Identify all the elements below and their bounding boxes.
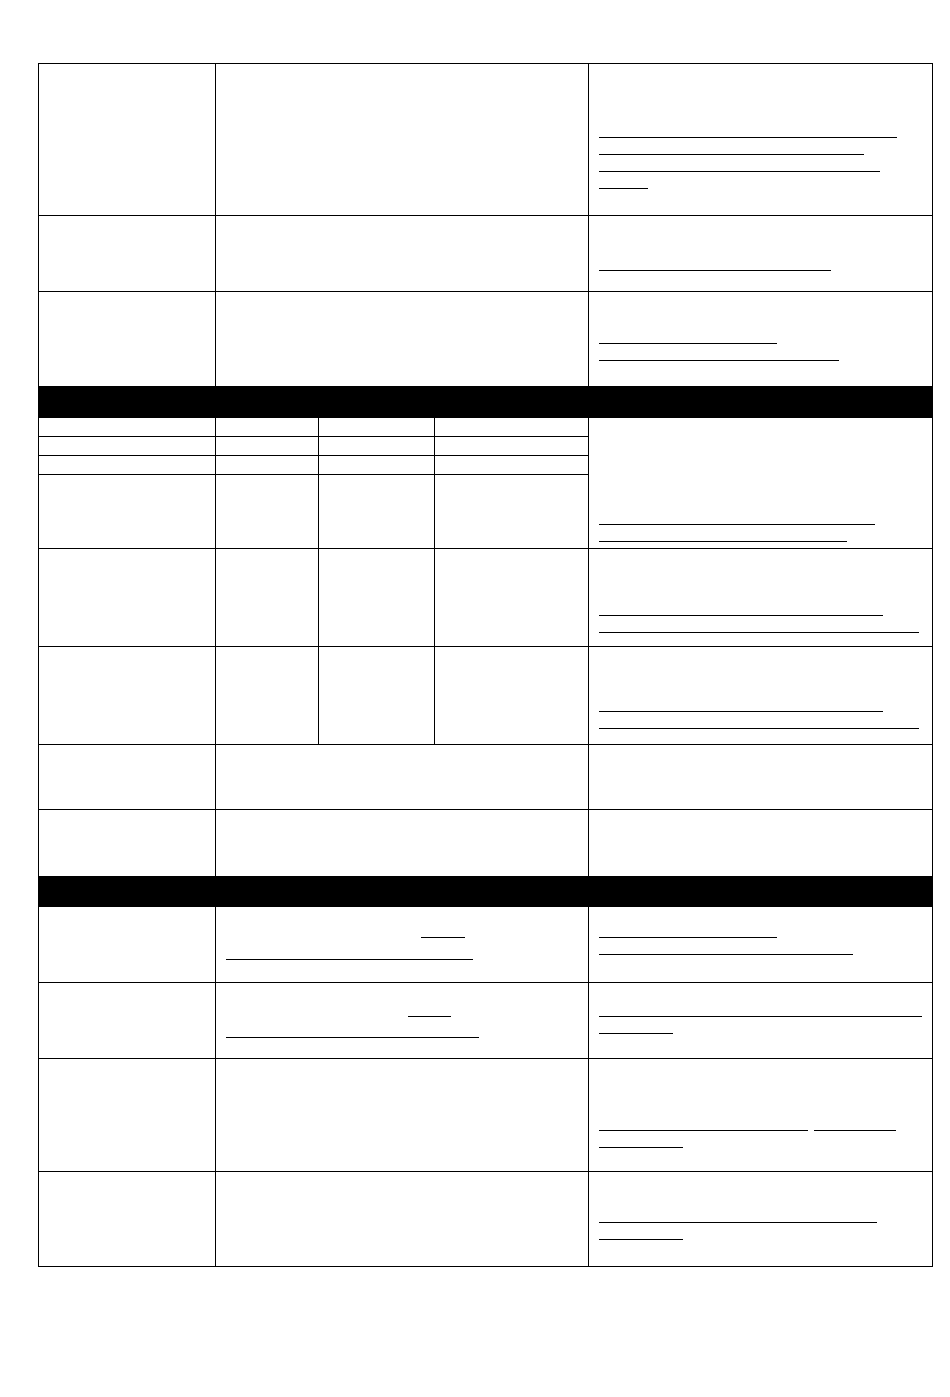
redacted-links: [599, 615, 924, 633]
table-row: [39, 1172, 933, 1267]
table-row: [39, 647, 933, 745]
grid-cell: [435, 418, 589, 437]
redacted-links: [599, 343, 924, 377]
row-links-cell: [589, 1059, 933, 1172]
redacted-link-line: [599, 1147, 683, 1148]
row-label-cell: [39, 216, 216, 292]
grid-cell: [319, 475, 435, 549]
redacted-links: [599, 1130, 924, 1164]
grid-cell: [435, 647, 589, 745]
row-label-cell: [39, 1059, 216, 1172]
row-value-cell: [216, 292, 589, 387]
redacted-link-line: [599, 615, 883, 616]
row-value-cell: [216, 216, 589, 292]
grid-cell: [39, 647, 216, 745]
row-label-cell: [39, 64, 216, 216]
table-row: [39, 418, 933, 437]
grid-cell: [216, 475, 319, 549]
table-row: [39, 1059, 933, 1172]
section-band: [39, 387, 933, 418]
form-table: [38, 63, 933, 1267]
table-row: [39, 907, 933, 983]
grid-cell: [319, 647, 435, 745]
row-label-cell: [39, 745, 216, 810]
row-value-cell: [216, 907, 589, 983]
row-label-cell: [39, 907, 216, 983]
row-value-cell: [216, 1059, 589, 1172]
redacted-link-line: [599, 632, 919, 633]
row-label-cell: [39, 292, 216, 387]
grid-cell: [216, 549, 319, 647]
grid-cell: [39, 549, 216, 647]
redacted-link-line: [599, 154, 864, 155]
redacted-links: [599, 524, 924, 542]
redacted-link-line: [599, 343, 777, 344]
grid-cell: [216, 647, 319, 745]
row-links-cell: [589, 549, 933, 647]
row-value-cell: [216, 64, 589, 216]
redacted-link-line: [814, 1130, 896, 1131]
grid-cell: [435, 549, 589, 647]
row-label-cell: [39, 810, 216, 877]
row-links-cell: [589, 907, 933, 983]
grid-cell: [435, 475, 589, 549]
form-page: [38, 63, 932, 1267]
grid-cell: [319, 418, 435, 437]
grid-cell: [319, 549, 435, 647]
row-label-cell: [39, 1172, 216, 1267]
grid-cell: [435, 456, 589, 475]
redacted-link-line: [599, 524, 875, 525]
grid-cell: [39, 437, 216, 456]
redacted-links: [599, 137, 924, 205]
redacted-link-line: [226, 1037, 479, 1038]
grid-cell: [39, 456, 216, 475]
redacted-link-line: [226, 959, 473, 960]
row-links-cell: [589, 64, 933, 216]
row-links-cell: [589, 292, 933, 387]
redacted-link-line: [421, 937, 465, 938]
table-row: [39, 983, 933, 1059]
grid-cell: [216, 437, 319, 456]
redacted-link-line: [599, 137, 897, 138]
table-row: [39, 64, 933, 216]
section-band: [39, 877, 933, 907]
redacted-link-line: [599, 1222, 877, 1223]
redacted-link-line: [408, 1016, 451, 1017]
row-links-cell: [589, 745, 933, 810]
row-value-cell: [216, 983, 589, 1059]
section-band-cell: [39, 387, 933, 418]
redacted-links: [599, 1222, 924, 1256]
grid-cell: [319, 437, 435, 456]
grid-cell: [319, 456, 435, 475]
grid-cell: [216, 418, 319, 437]
redacted-link-line: [599, 711, 883, 712]
redacted-link-group: [599, 1130, 924, 1147]
table-row: [39, 549, 933, 647]
redacted-links: [599, 937, 924, 971]
redacted-links: [599, 1016, 924, 1050]
redacted-links: [599, 270, 924, 287]
redacted-link-line: [599, 1033, 673, 1034]
redacted-link-line: [599, 1130, 808, 1131]
redacted-link-line: [599, 937, 777, 938]
row-links-cell: [589, 216, 933, 292]
grid-cell: [39, 475, 216, 549]
row-links-cell: [589, 418, 933, 549]
row-links-cell: [589, 983, 933, 1059]
redacted-link-line: [599, 360, 839, 361]
redacted-link-line: [599, 728, 919, 729]
row-value-cell: [216, 1172, 589, 1267]
table-row: [39, 745, 933, 810]
row-links-cell: [589, 810, 933, 877]
section-band-cell: [39, 877, 933, 907]
grid-cell: [216, 456, 319, 475]
redacted-link-line: [599, 1016, 922, 1017]
redacted-link-line: [599, 1239, 683, 1240]
row-links-cell: [589, 1172, 933, 1267]
table-row: [39, 810, 933, 877]
redacted-link-line: [599, 954, 853, 955]
table-row: [39, 216, 933, 292]
row-value-cell: [216, 810, 589, 877]
redacted-link-line: [599, 171, 880, 172]
row-label-cell: [39, 983, 216, 1059]
table-row: [39, 292, 933, 387]
row-value-cell: [216, 745, 589, 810]
grid-cell: [39, 418, 216, 437]
redacted-links: [599, 711, 924, 729]
grid-cell: [435, 437, 589, 456]
redacted-link-line: [599, 270, 831, 271]
redacted-link-line: [599, 541, 847, 542]
row-links-cell: [589, 647, 933, 745]
redacted-link-line: [599, 188, 648, 189]
